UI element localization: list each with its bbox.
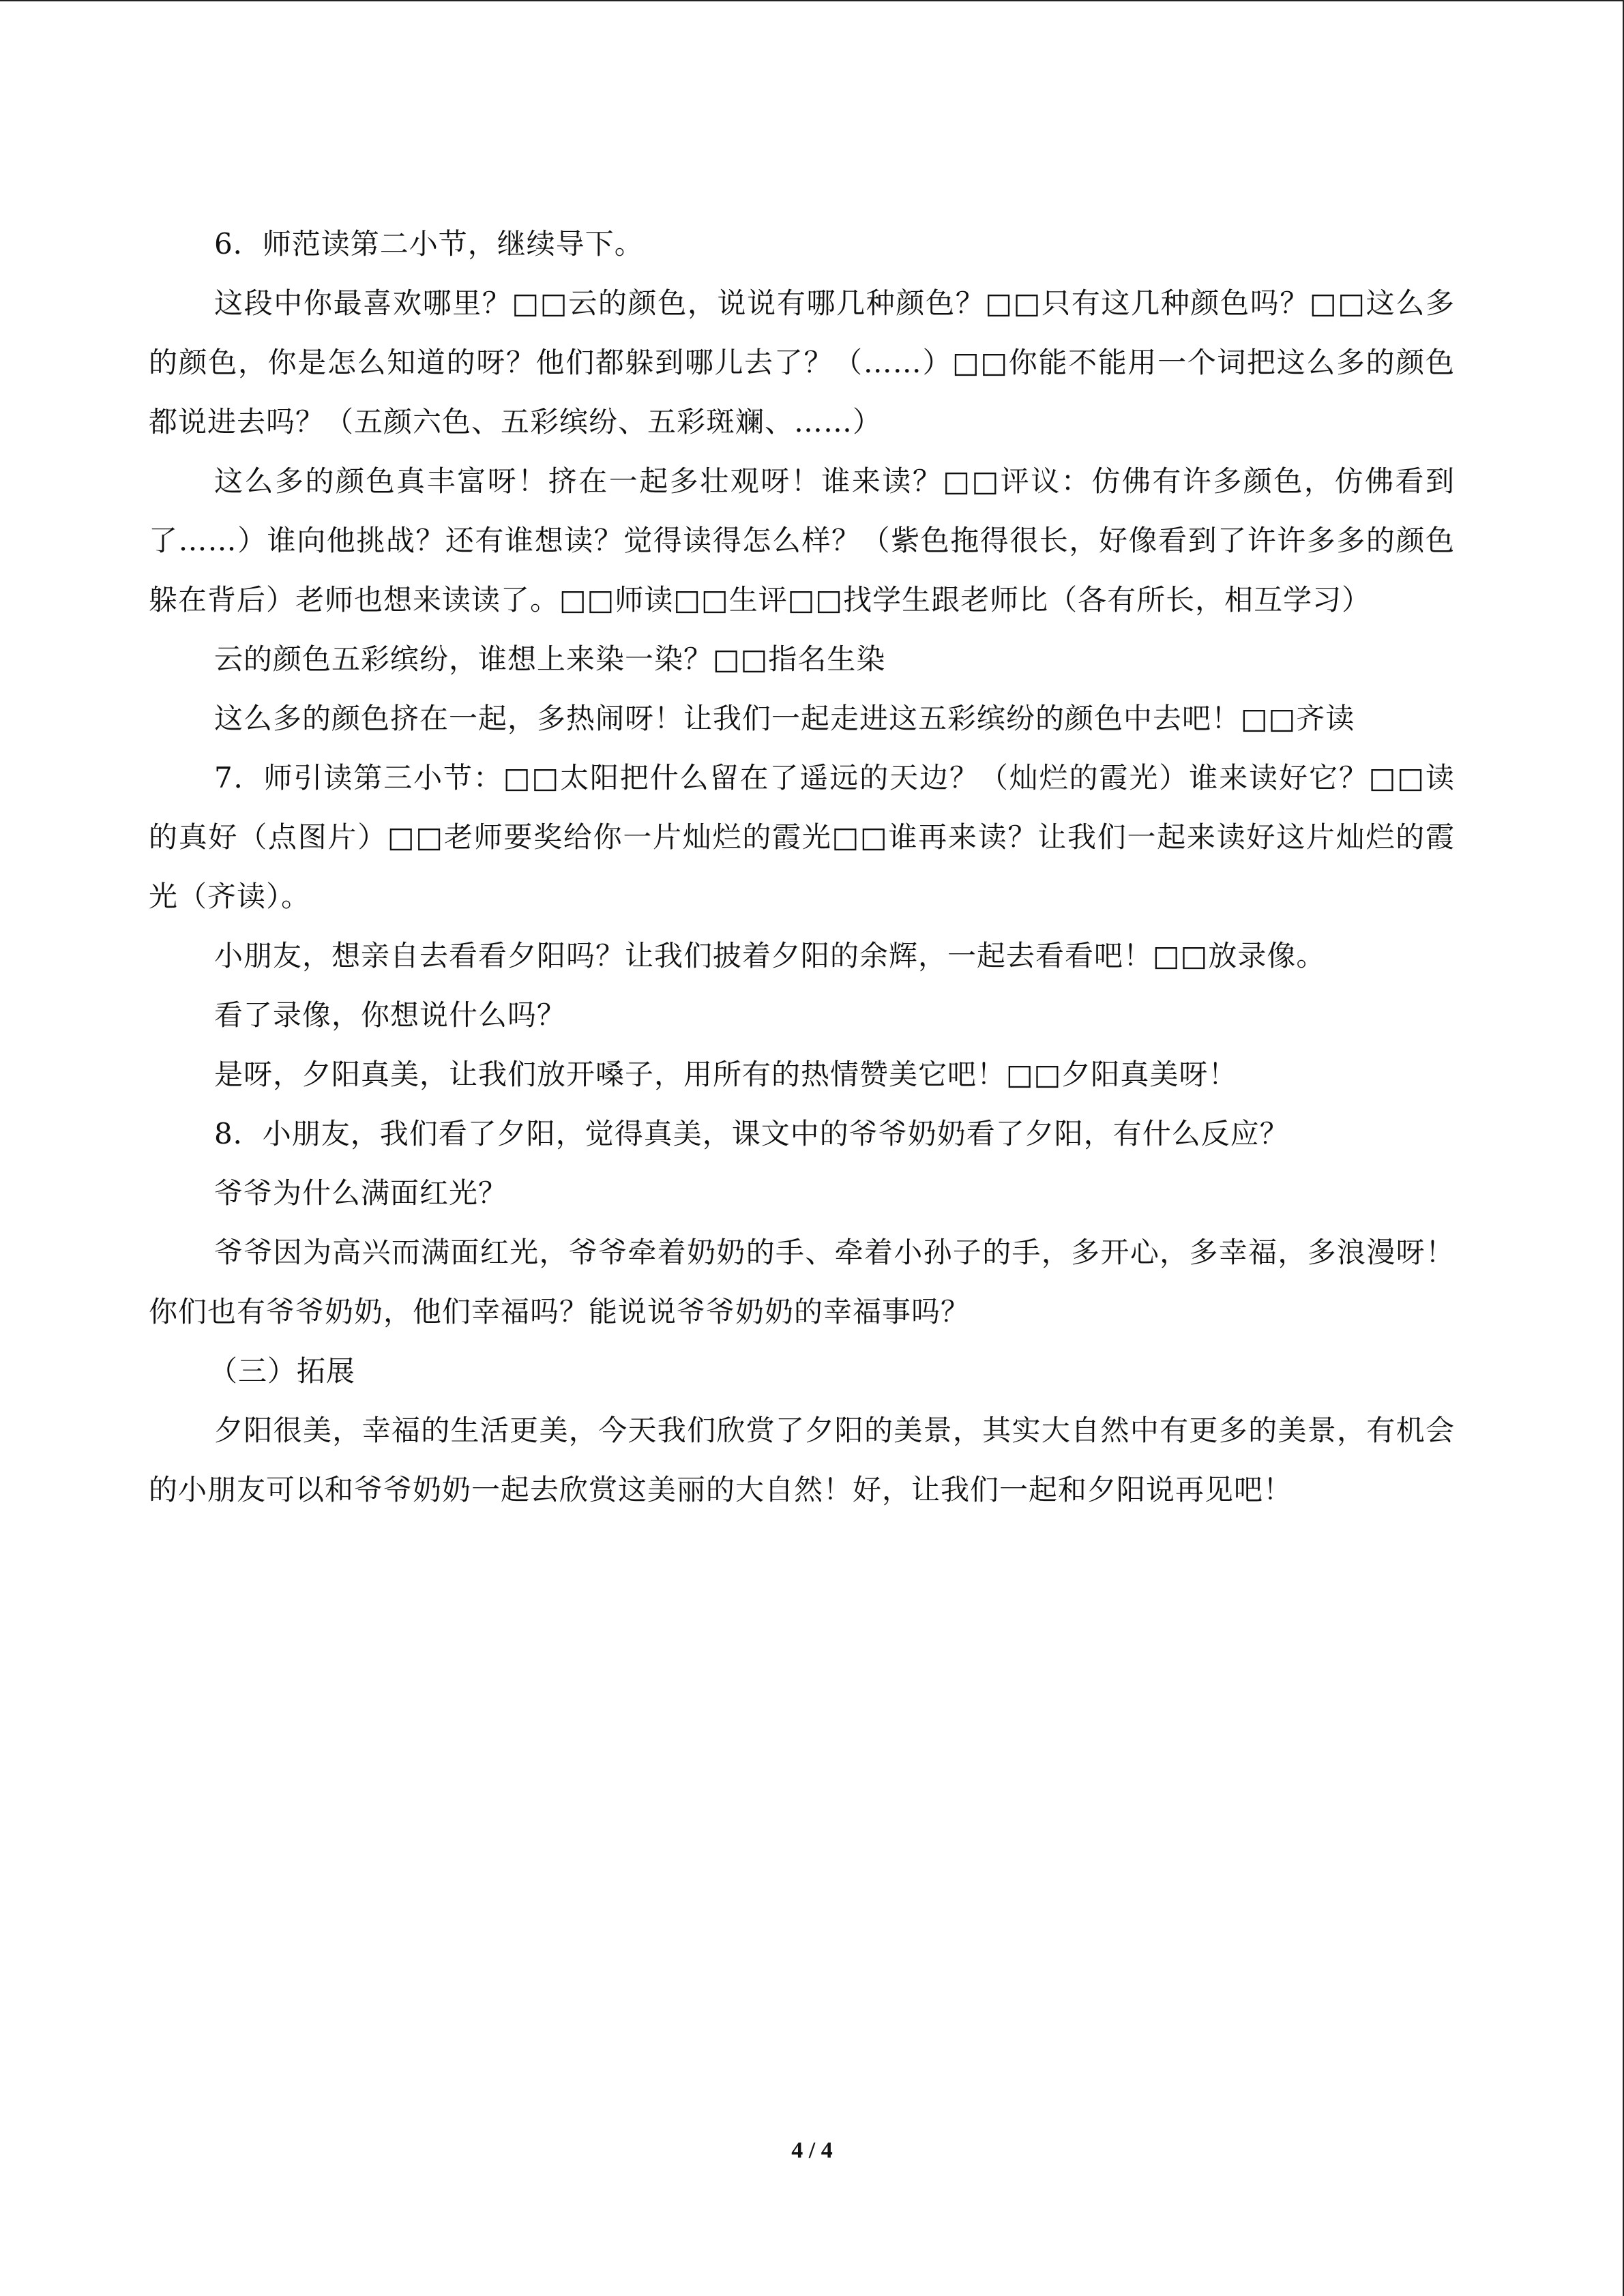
document-body bbox=[149, 214, 1455, 1519]
paragraph: 这么多的颜色真丰富呀！挤在一起多壮观呀！谁来读？□□评议：仿佛有许多颜色，仿佛看到了……）谁向他挑战？还有谁想读？觉得读得怎么样？（紫色拖得很长，好像看到了许许多多的颜色躲在背后）老师也想来读读了。□□师读□□生评□□找学生跟老师比（各有所长，相互学习） bbox=[149, 464, 1455, 616]
paragraph: 夕阳很美，幸福的生活更美，今天我们欣赏了夕阳的美景，其实大自然中有更多的美景，有机会的小朋友可以和爷爷奶奶一起去欣赏这美丽的大自然！好，让我们一起和夕阳说再见吧！ bbox=[149, 1414, 1455, 1506]
paragraph: 小朋友，想亲自去看看夕阳吗？让我们披着夕阳的余辉，一起去看看吧！□□放录像。 bbox=[214, 939, 1326, 972]
paragraph: 爷爷为什么满面红光？ bbox=[214, 1176, 508, 1210]
paragraph-step-6: 6．师范读第二小节，继续导下。 bbox=[214, 227, 644, 260]
paragraph: 看了录像，你想说什么吗？ bbox=[214, 998, 567, 1032]
section-heading-extension: （三）拓展 bbox=[209, 1354, 356, 1388]
paragraph: 这段中你最喜欢哪里？□□云的颜色，说说有哪几种颜色？□□只有这几种颜色吗？□□这么多的颜色，你是怎么知道的呀？他们都躲到哪儿去了？（……）□□你能不能用一个词把这么多的颜色都说进去吗？（五颜六色、五彩缤纷、五彩斑斓、……） bbox=[149, 286, 1455, 438]
paragraph: 爷爷因为高兴而满面红光，爷爷牵着奶奶的手、牵着小孙子的手，多开心，多幸福，多浪漫呀！你们也有爷爷奶奶，他们幸福吗？能说说爷爷奶奶的幸福事吗？ bbox=[149, 1236, 1455, 1328]
paragraph-step-8: 8．小朋友，我们看了夕阳，觉得真美，课文中的爷爷奶奶看了夕阳，有什么反应？ bbox=[214, 1117, 1289, 1150]
paragraph-step-7: 7．师引读第三小节：□□太阳把什么留在了遥远的天边？（灿烂的霞光）谁来读好它？□□读的真好（点图片）□□老师要奖给你一片灿烂的霞光□□谁再来读？让我们一起来读好这片灿烂的霞光（齐读）。 bbox=[149, 761, 1455, 913]
paragraph: 这么多的颜色挤在一起，多热闹呀！让我们一起走进这五彩缤纷的颜色中去吧！□□齐读 bbox=[214, 702, 1355, 735]
page-number: 4 / 4 bbox=[791, 2138, 833, 2163]
paragraph: 是呀，夕阳真美，让我们放开嗓子，用所有的热情赞美它吧！□□夕阳真美呀！ bbox=[214, 1058, 1238, 1091]
paragraph: 云的颜色五彩缤纷，谁想上来染一染？□□指名生染 bbox=[214, 642, 886, 676]
